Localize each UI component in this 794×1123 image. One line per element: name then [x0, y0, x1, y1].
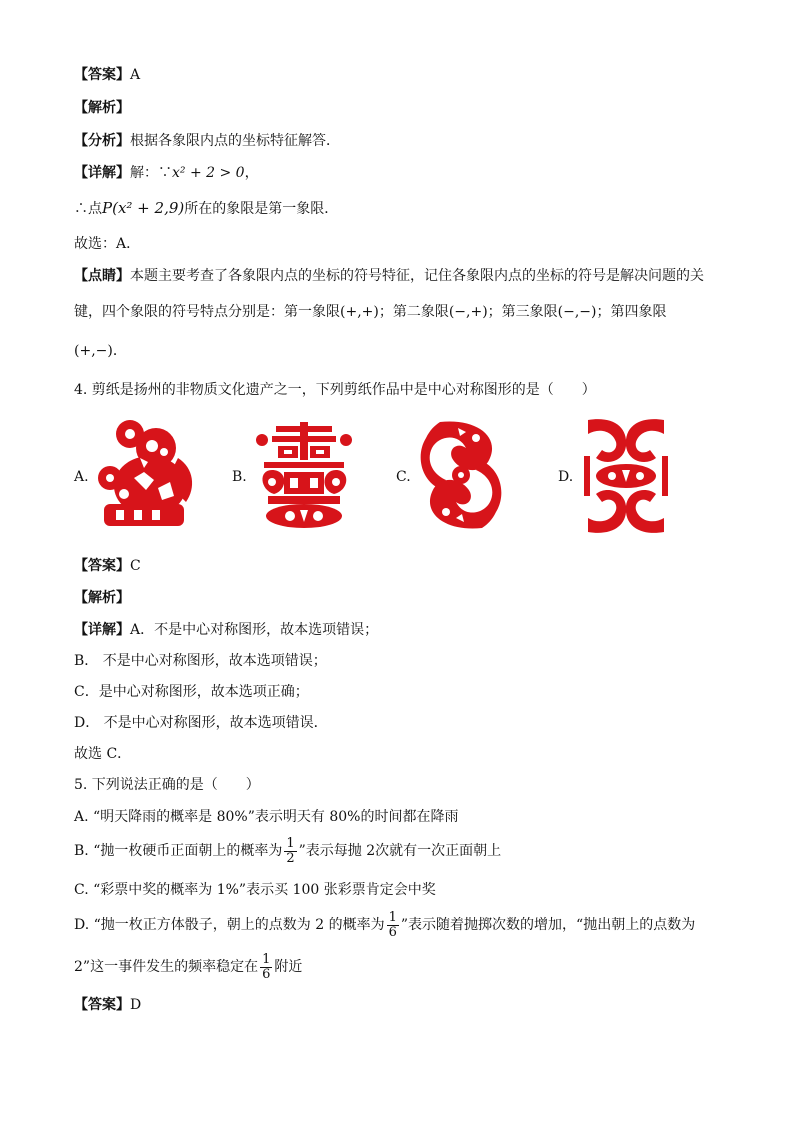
fraction-one-sixth	[260, 953, 272, 982]
fraction-one-half	[284, 837, 296, 866]
q4-xiangjie-line-a	[74, 620, 378, 640]
q3-xiangjie-line	[74, 163, 259, 183]
fraction-denominator: 6	[388, 924, 397, 940]
analysis-tag: 【解析】	[74, 100, 130, 116]
q4-choose: 故选 C．	[74, 746, 132, 762]
analysis-tag: 【解析】	[74, 590, 130, 606]
q3-dianjing-line-1	[74, 266, 704, 286]
option-d2-pre: 2”这一事件发生的频率稳定在	[74, 959, 259, 975]
q4-option-d-label: D.	[558, 469, 574, 485]
math-inequality: x² + 2 > 0	[172, 165, 245, 181]
fraction-denominator: 6	[262, 966, 271, 982]
answer-value: C	[130, 558, 141, 574]
q5-stem: 5. 下列说法正确的是（ ）	[74, 777, 260, 793]
fraction-numerator: 1	[286, 835, 295, 851]
math-point: P(x² + 2,9)	[102, 199, 185, 217]
fraction-denominator: 2	[286, 850, 295, 866]
q5-answer-line	[74, 995, 141, 1015]
xiangjie-tag: 【详解】	[74, 165, 130, 181]
q3-therefore-line	[74, 198, 338, 219]
q3-fenxi-line	[74, 131, 340, 151]
xiangjie-tag: 【详解】	[74, 622, 130, 638]
q3-choose: 故选：A．	[74, 236, 141, 252]
answer-value: A	[130, 67, 141, 83]
papercut-double-happiness-image	[254, 420, 354, 530]
therefore-pre: ∴点	[74, 201, 102, 217]
answer-tag: 【答案】	[74, 558, 130, 574]
option-d2-post: 附近	[274, 959, 303, 975]
fraction-numerator: 1	[388, 909, 397, 925]
option-d-post: ”表示随着抛掷次数的增加，“抛出朝上的点数为	[400, 917, 696, 933]
q4-option-c-label: C.	[396, 469, 411, 485]
q4-answer-line	[74, 556, 141, 576]
q4-stem: 4. 剪纸是扬州的非物质文化遗产之一，下列剪纸作品中是中心对称图形的是（ ）	[74, 382, 596, 398]
q4-option-a-label: A.	[74, 469, 89, 485]
q3-dianjing-line-3: (+,−)．	[74, 343, 127, 359]
answer-value: D	[130, 997, 142, 1013]
answer-tag: 【答案】	[74, 997, 130, 1013]
xiangjie-a: A．不是中心对称图形，故本选项错误；	[130, 622, 379, 638]
papercut-monkey-image	[94, 418, 198, 530]
q4-line-c: C．是中心对称图形，故本选项正确；	[74, 684, 309, 700]
q5-option-b	[74, 836, 501, 866]
fenxi-tag: 【分析】	[74, 133, 130, 149]
fraction-one-sixth	[387, 911, 399, 940]
q3-answer-line	[74, 65, 140, 85]
q5-option-d	[74, 910, 695, 940]
q5-option-c: C. “彩票中奖的概率为 1%”表示买 100 张彩票肯定会中奖	[74, 882, 436, 898]
q4-option-b-label: B.	[232, 469, 247, 485]
papercut-fish-image	[418, 418, 504, 532]
fenxi-text: 根据各象限内点的坐标特征解答．	[130, 133, 340, 149]
xiangjie-post: ，	[244, 165, 259, 181]
option-d-pre: D. “抛一枚正方体骰子，朝上的点数为 2 的概率为	[74, 917, 385, 933]
dianjing-tag: 【点睛】	[74, 268, 130, 284]
q4-line-d: D． 不是中心对称图形，故本选项错误．	[74, 715, 328, 731]
option-b-post: ”表示每抛 2次就有一次正面朝上	[298, 843, 502, 859]
q3-dianjing-line-2: 键，四个象限的符号特点分别是：第一象限(+,+)；第二象限(−,+)；第三象限(−,−)；第四象限	[74, 304, 667, 320]
q4-line-b: B． 不是中心对称图形，故本选项错误；	[74, 653, 327, 669]
papercut-bird-image	[582, 416, 670, 536]
fraction-numerator: 1	[262, 951, 271, 967]
q5-option-a: A. “明天降雨的概率是 80%”表示明天有 80%的时间都在降雨	[74, 809, 459, 825]
option-b-pre: B. “抛一枚硬币正面朝上的概率为	[74, 843, 283, 859]
answer-tag: 【答案】	[74, 67, 130, 83]
dianjing-text-1: 本题主要考查了各象限内点的坐标的符号特征，记住各象限内点的坐标的符号是解决问题的关	[130, 268, 704, 284]
therefore-post: 所在的象限是第一象限．	[184, 201, 339, 217]
xiangjie-pre: 解：∵	[130, 165, 172, 181]
q5-option-d-continued	[74, 952, 302, 982]
